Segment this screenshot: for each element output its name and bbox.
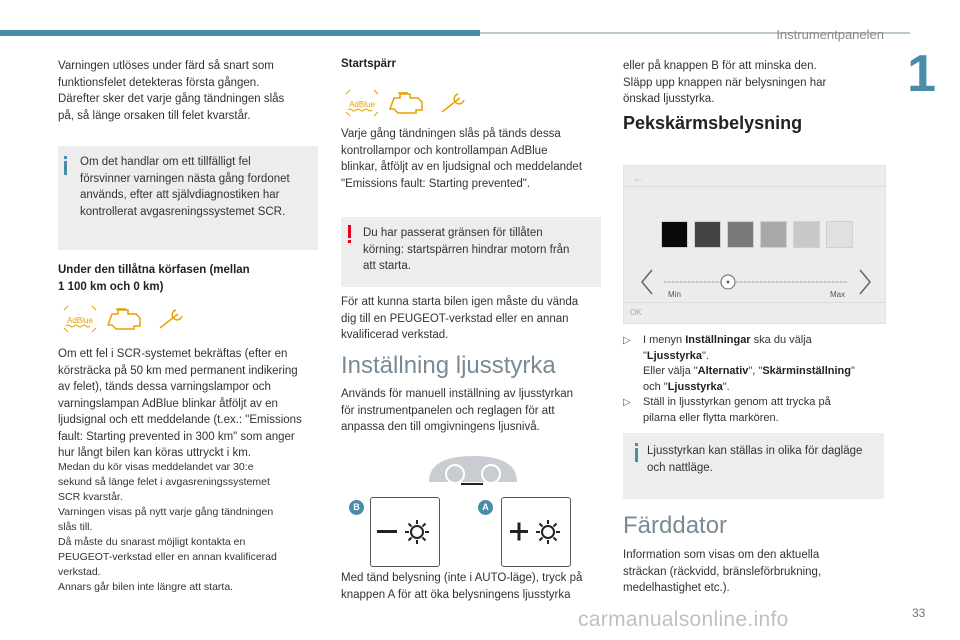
engine-icon [108, 309, 140, 329]
warning-icons-row [60, 304, 200, 334]
header-accent-bar [0, 30, 480, 36]
wrench-icon [442, 94, 464, 112]
subheading-tolerance: Under den tillåtna körfasen (mellan 1 100 km och 0 km) [58, 264, 250, 293]
brightness-swatches [661, 221, 856, 248]
sun-icon [536, 520, 560, 544]
trip-computer-heading: Färddator [623, 512, 728, 539]
col1-intro: Varningen utlöses under färd så snart som funktionsfelet detekteras första gången. Därefter sker det varje gång tändningen slås på, så länge orsaken till felet kvarstår. [58, 60, 285, 122]
adblue-icon [64, 306, 96, 332]
engine-icon [390, 93, 422, 113]
adblue-icon [346, 90, 378, 116]
info-icon [64, 156, 67, 175]
warning-icons-row-2 [342, 88, 482, 118]
brightness-swatch-2[interactable] [694, 221, 721, 248]
touchscreen-brightness-screen [623, 165, 886, 324]
screen-divider-bottom [624, 302, 885, 303]
brightness-swatch-4[interactable] [760, 221, 787, 248]
arrow-bullet-icon: ▷ [623, 397, 631, 408]
step-2: ▷ Ställ in ljusstyrkan genom att trycka på pilarna eller flytta markören. [623, 396, 831, 424]
brightness-swatch-1[interactable] [661, 221, 688, 248]
screen-divider [624, 186, 885, 187]
col2-para1: Varje gång tändningen slås på tänds dessa kontrollampor och kontrollampan AdBlue blinkar, åtföljt av en ljudsignal och meddelandet "Emissions fault: Starting prevented". [341, 128, 583, 190]
svg-text:AdBlue: AdBlue [349, 100, 375, 109]
step-1: ▷ I menyn Inställningar ska du välja "Ljusstyrka". Eller välja "Alternativ", "Skärminställning" och "Ljusstyrka". [623, 334, 855, 393]
brightness-swatch-5[interactable] [793, 221, 820, 248]
col2-para2: För att kunna starta bilen igen måste du vända dig till en PEUGEOT-verkstad eller en annan kvalificerad verkstad. [341, 296, 579, 341]
badge-a: A [478, 500, 493, 515]
col3-para2: Information som visas om den aktuella sträckan (räckvidd, bränsleförbrukning, medelhastighet etc.). [623, 549, 822, 594]
chevron-right-icon [860, 270, 870, 294]
info-note: Om det handlar om ett tillfälligt fel försvinner varningen nästa gång fordonet används, efter att självdiagnostiken har kontrollerat avgasreningssystemet SCR. [58, 146, 318, 250]
badge-b: B [349, 500, 364, 515]
watermark: carmanualsonline.info [578, 608, 789, 631]
back-arrow-icon[interactable]: ← [632, 171, 644, 185]
increase-brightness-button[interactable] [501, 497, 571, 567]
slider-max-label: Max [830, 290, 846, 299]
touchscreen-heading: Pekskärmsbelysning [623, 113, 803, 133]
col3-para1: eller på knappen B för att minska den. Släpp upp knappen när belysningen har önskad ljusstyrka. [623, 60, 827, 105]
brightness-heading: Inställning ljusstyrka [341, 352, 556, 379]
page-number: 33 [912, 606, 926, 620]
section-title: Instrumentpanelen [776, 27, 884, 42]
col2-para4: Med tänd belysning (inte i AUTO-läge), tryck på knappen A för att öka belysningens ljusstyrka [341, 572, 583, 601]
col2-para3: Används för manuell inställning av ljusstyrkan för instrumentpanelen och reglagen för att anpassa den till omgivningens ljusnivå. [341, 388, 574, 433]
col3-steps [623, 333, 885, 426]
arrow-bullet-icon: ▷ [623, 335, 631, 346]
exclamation-icon [348, 225, 351, 243]
col1-para1: Om ett fel i SCR-systemet bekräftas (efter en körsträcka på 50 km med permanent indikering av felet), tänds dessa varningslampor och varningslampan AdBlue blinkar åtföljt av en ljudsignal och ett meddelande (t.ex.: "Emissions fault: Starting prevented in 300 km" som anger hur långt bilen kan köras uttryckt i km. [58, 348, 302, 459]
wrench-icon [160, 310, 182, 328]
chevron-left-icon [642, 270, 652, 294]
startspärr-heading: Startspärr [341, 58, 396, 70]
svg-text:AdBlue: AdBlue [67, 316, 93, 325]
brightness-swatch-3[interactable] [727, 221, 754, 248]
slider-min-label: Min [668, 290, 681, 299]
warning-note: Du har passerat gränsen för tillåten körning: startspärren hindrar motorn från att starta. [341, 217, 601, 287]
dashboard-illustration [425, 452, 521, 491]
info-icon [635, 443, 638, 462]
decrease-brightness-button[interactable] [370, 497, 440, 567]
chapter-number: 1 [907, 45, 936, 103]
sun-icon [405, 520, 429, 544]
ok-button[interactable]: OK [630, 308, 642, 317]
info-note-2: Ljusstyrkan kan ställas in olika för dagläge och nattläge. [623, 433, 884, 499]
brightness-swatch-6[interactable] [826, 221, 853, 248]
col1-para2: Medan du kör visas meddelandet var 30:e sekund så länge felet i avgasreningssystemet SCR kvarstår. Varningen visas på nytt varje gång tändningen slås till. Då måste du snarast möjligt kontakta en PEUGEOT-verkstad eller en annan kvalificerad verkstad. Annars går bilen inte längre att starta. [58, 461, 277, 593]
